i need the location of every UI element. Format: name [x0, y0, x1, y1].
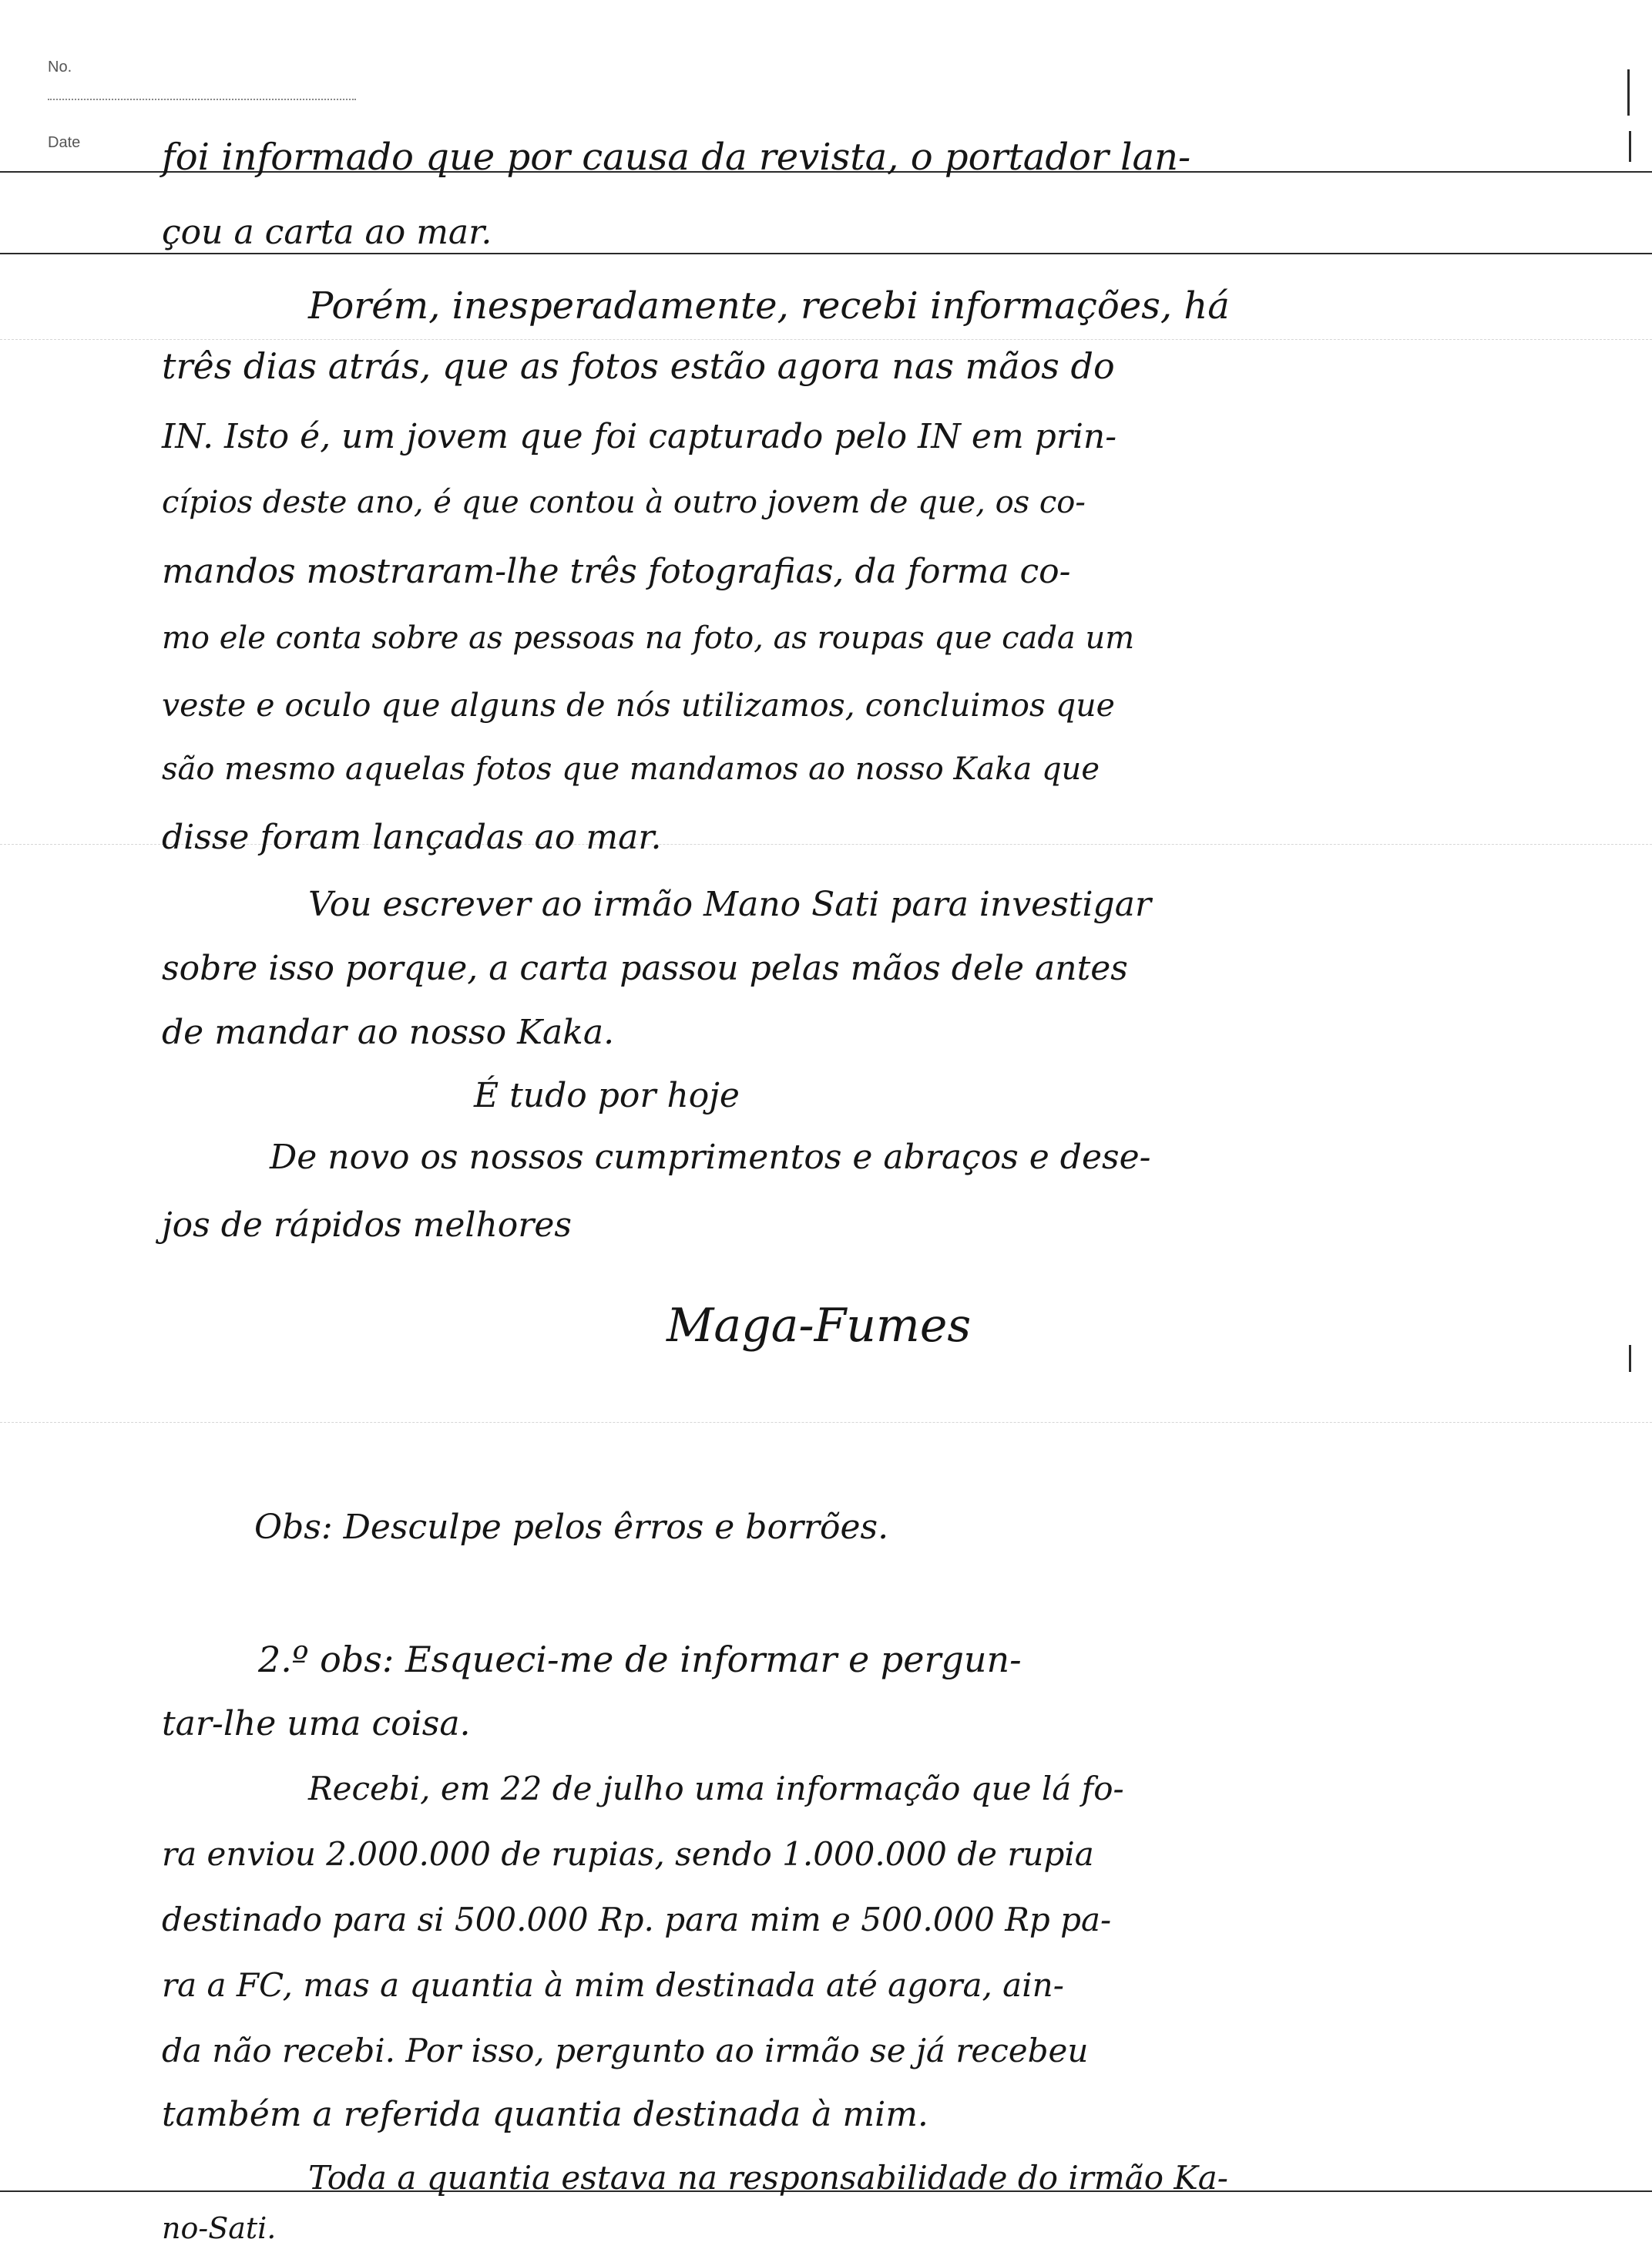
postscript-line: destinado para si 500.000 Rp. para mim e 500.000 Rp pa- — [162, 1901, 1112, 1938]
postscript-line: no-Sati. — [162, 2211, 277, 2245]
letter-line: Porém, inesperadamente, recebi informações, há — [308, 284, 1230, 328]
postscript-note: Obs: Desculpe pelos êrros e borrões. — [254, 1508, 889, 1547]
letter-line: disse foram lançadas ao mar. — [162, 818, 662, 857]
letter-line: veste e oculo que alguns de nós utilizamos, concluimos que — [162, 687, 1115, 724]
postscript-line: Toda a quantia estava na responsabilidade do irmão Ka- — [308, 2159, 1228, 2197]
edge-mark — [1627, 69, 1630, 116]
top-rule-line — [0, 253, 1652, 254]
postscript-line: da não recebi. Por isso, pergunto ao irmão se já recebeu — [162, 2032, 1089, 2069]
letter-line: jos de rápidos melhores — [162, 1205, 572, 1245]
letter-line: De novo os nossos cumprimentos e abraços e dese- — [270, 1138, 1151, 1177]
postscript-line: Recebi, em 22 de julho uma informação que lá fo- — [308, 1770, 1124, 1807]
postscript-line: 2.º obs: Esqueci-me de informar e pergun- — [258, 1639, 1022, 1680]
letter-line: Vou escrever ao irmão Mano Sati para investigar — [308, 885, 1151, 924]
letter-line: mo ele conta sobre as pessoas na foto, as roupas que cada um — [162, 620, 1135, 656]
letter-line: IN. Isto é, um jovem que foi capturado pelo IN em prin- — [162, 417, 1117, 456]
letter-line: três dias atrás, que as fotos estão agora nas mãos do — [162, 345, 1115, 387]
letter-line: foi informado que por causa da revista, o portador lan- — [162, 136, 1191, 179]
signature: Maga-Fumes — [667, 1299, 972, 1353]
edge-mark — [1629, 1345, 1631, 1372]
postscript-line: ra a FC, mas a quantia à mim destinada até agora, ain- — [162, 1966, 1064, 2004]
date-label: Date — [48, 134, 81, 151]
letter-line: são mesmo aquelas fotos que mandamos ao nosso Kaka que — [162, 751, 1100, 787]
postscript-line: tar-lhe uma coisa. — [162, 1704, 471, 1743]
closing-line: É tudo por hoje — [474, 1076, 740, 1115]
letter-line: de mandar ao nosso Kaka. — [162, 1013, 615, 1052]
letter-line: cípios deste ano, é que contou à outro jovem de que, os co- — [162, 485, 1086, 520]
postscript-line: também a referida quantia destinada à mim. — [162, 2095, 928, 2134]
no-label: No. — [48, 59, 72, 76]
faint-rule — [0, 339, 1652, 340]
letter-line: mandos mostraram-lhe três fotografias, da forma co- — [162, 552, 1071, 591]
letter-line: çou a carta ao mar. — [162, 213, 492, 252]
postscript-line: ra enviou 2.000.000 de rupias, sendo 1.000.000 de rupia — [162, 1835, 1094, 1873]
faint-rule — [0, 1422, 1652, 1423]
no-field-line — [48, 99, 356, 100]
edge-mark — [1629, 131, 1631, 162]
letter-line: sobre isso porque, a carta passou pelas mãos dele antes — [162, 949, 1128, 988]
